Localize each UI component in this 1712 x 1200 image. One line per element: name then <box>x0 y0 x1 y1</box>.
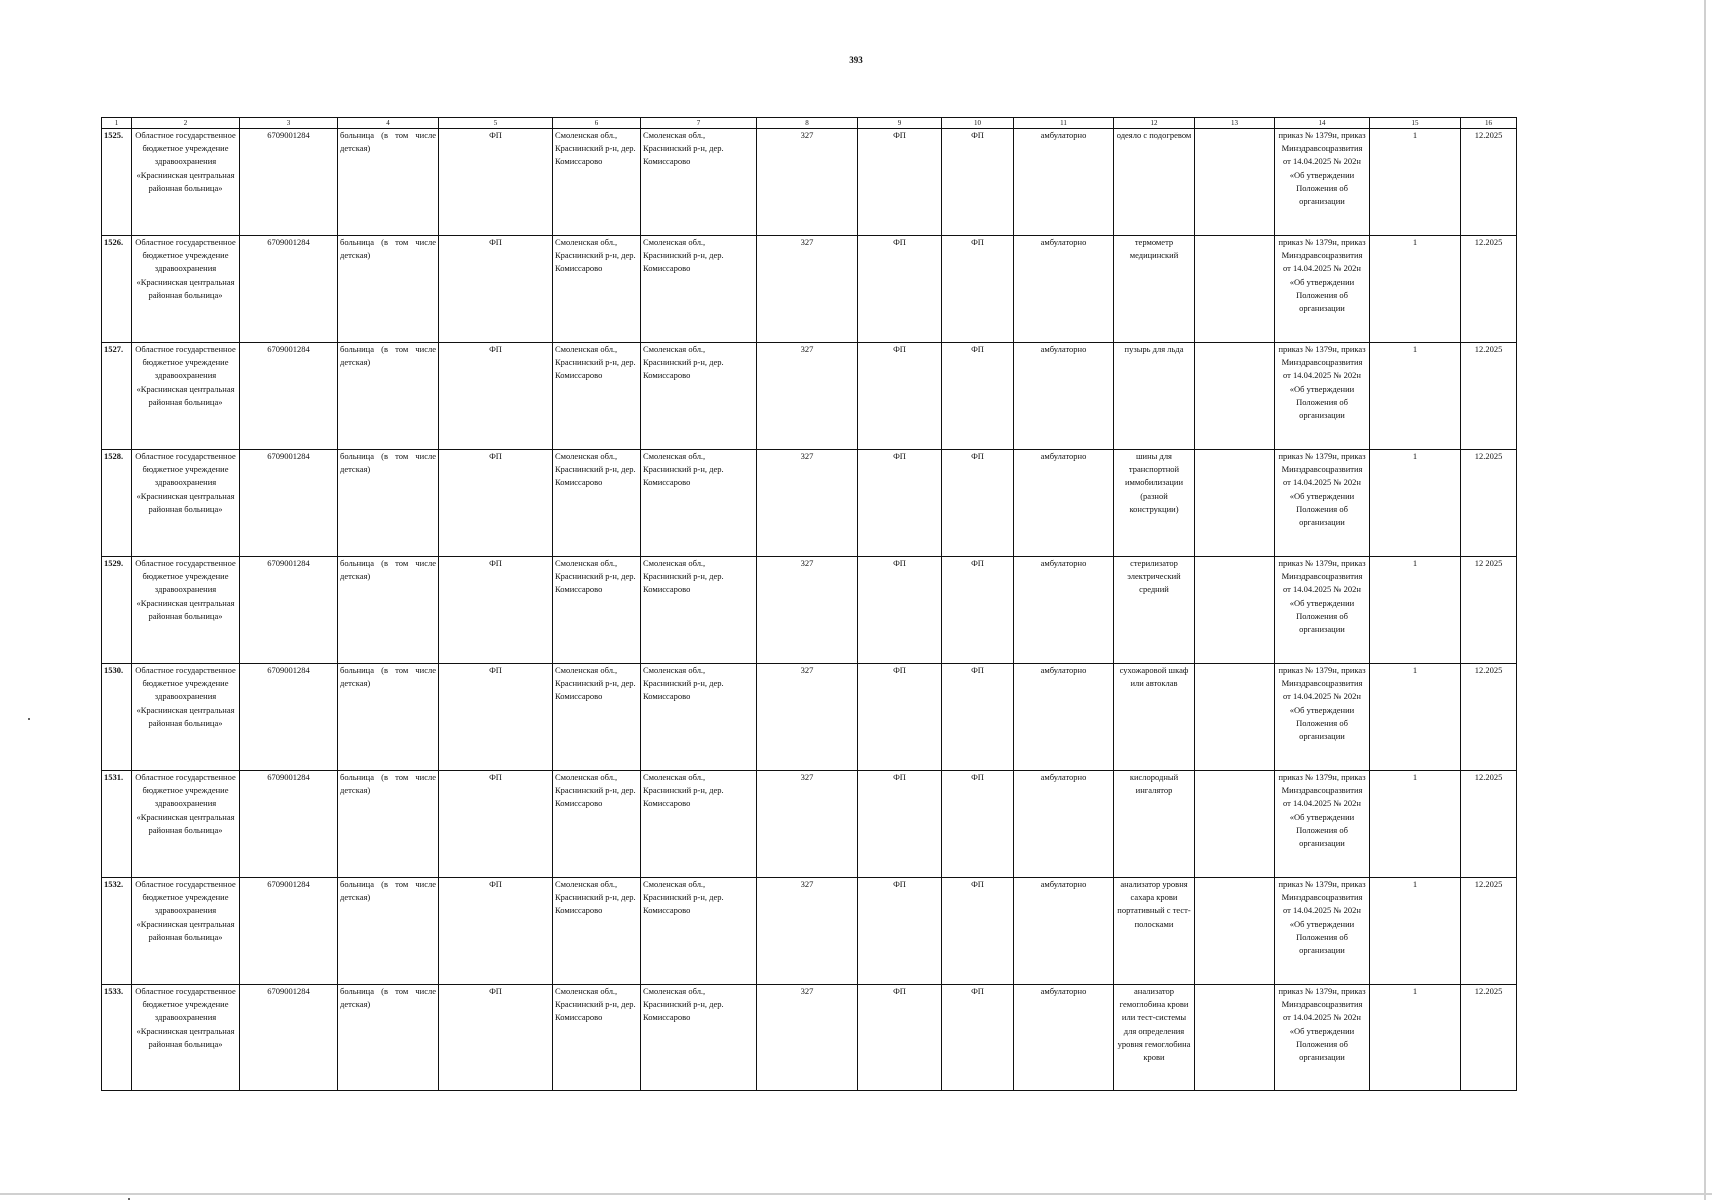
inn-cell: 6709001284 <box>240 557 338 664</box>
scan-edge-right <box>1704 0 1706 1200</box>
column-header: 13 <box>1195 118 1275 129</box>
unit-cell: ФП <box>439 129 553 236</box>
scan-speck <box>28 718 30 720</box>
equipment-cell: одеяло с подогревом <box>1114 129 1195 236</box>
column-header: 11 <box>1014 118 1114 129</box>
column-header: 16 <box>1461 118 1517 129</box>
address-detail-cell: Смоленская обл., Краснинский р-н, дер. Комиссарово <box>641 129 757 236</box>
address-detail-cell: Смоленская обл., Краснинский р-н, дер. Комиссарово <box>641 878 757 985</box>
unit-col9-cell: ФП <box>858 450 942 557</box>
address-cell: Смоленская обл., Краснинский р-н, дер. Комиссарово <box>553 450 641 557</box>
organization-cell: Областное государственное бюджетное учреждение здравоохранения «Краснинская центральная районная больница» <box>132 450 240 557</box>
organization-cell: Областное государственное бюджетное учреждение здравоохранения «Краснинская центральная районная больница» <box>132 771 240 878</box>
column-header: 7 <box>641 118 757 129</box>
regulation-cell: приказ № 1379н, приказ Минздравсоцразвития от 14.04.2025 № 202н «Об утверждении Положения об организации <box>1275 129 1370 236</box>
deadline-cell: 12.2025 <box>1461 236 1517 343</box>
equipment-cell: анализатор уровня сахара крови портативный с тест-полосками <box>1114 878 1195 985</box>
code-cell: 327 <box>757 129 858 236</box>
inn-cell: 6709001284 <box>240 878 338 985</box>
unit-cell: ФП <box>439 343 553 450</box>
column-header: 15 <box>1370 118 1461 129</box>
column-number-row <box>102 118 1517 129</box>
regulation-cell: приказ № 1379н, приказ Минздравсоцразвития от 14.04.2025 № 202н «Об утверждении Положения об организации <box>1275 557 1370 664</box>
row-number-cell: 1527. <box>102 343 132 450</box>
empty-cell <box>1195 878 1275 985</box>
empty-cell <box>1195 664 1275 771</box>
facility-type-cell: больница (в том числе детская) <box>338 664 439 771</box>
column-header: 6 <box>553 118 641 129</box>
column-header: 8 <box>757 118 858 129</box>
table-row <box>102 771 1517 878</box>
row-number-cell: 1528. <box>102 450 132 557</box>
facility-type-cell: больница (в том числе детская) <box>338 771 439 878</box>
inn-cell: 6709001284 <box>240 985 338 1091</box>
unit-col10-cell: ФП <box>942 343 1014 450</box>
page-number: 393 <box>849 55 863 65</box>
organization-cell: Областное государственное бюджетное учреждение здравоохранения «Краснинская центральная районная больница» <box>132 878 240 985</box>
care-mode-cell: амбулаторно <box>1014 664 1114 771</box>
table-row <box>102 557 1517 664</box>
row-number-cell: 1531. <box>102 771 132 878</box>
facility-type-cell: больница (в том числе детская) <box>338 343 439 450</box>
quantity-cell: 1 <box>1370 985 1461 1091</box>
inn-cell: 6709001284 <box>240 236 338 343</box>
column-header: 5 <box>439 118 553 129</box>
equipment-cell: стерилизатор электрический средний <box>1114 557 1195 664</box>
address-cell: Смоленская обл., Краснинский р-н, дер. Комиссарово <box>553 236 641 343</box>
empty-cell <box>1195 129 1275 236</box>
quantity-cell: 1 <box>1370 664 1461 771</box>
address-cell: Смоленская обл., Краснинский р-н, дер. Комиссарово <box>553 985 641 1091</box>
inn-cell: 6709001284 <box>240 343 338 450</box>
address-detail-cell: Смоленская обл., Краснинский р-н, дер. Комиссарово <box>641 450 757 557</box>
code-cell: 327 <box>757 557 858 664</box>
column-header: 9 <box>858 118 942 129</box>
care-mode-cell: амбулаторно <box>1014 878 1114 985</box>
unit-col10-cell: ФП <box>942 878 1014 985</box>
address-cell: Смоленская обл., Краснинский р-н, дер. Комиссарово <box>553 664 641 771</box>
scan-edge-bottom <box>0 1193 1712 1195</box>
address-cell: Смоленская обл., Краснинский р-н, дер. Комиссарово <box>553 343 641 450</box>
address-detail-cell: Смоленская обл., Краснинский р-н, дер. Комиссарово <box>641 236 757 343</box>
address-cell: Смоленская обл., Краснинский р-н, дер. Комиссарово <box>553 771 641 878</box>
unit-cell: ФП <box>439 771 553 878</box>
unit-col9-cell: ФП <box>858 664 942 771</box>
unit-cell: ФП <box>439 878 553 985</box>
column-header: 12 <box>1114 118 1195 129</box>
column-header: 3 <box>240 118 338 129</box>
facility-type-cell: больница (в том числе детская) <box>338 450 439 557</box>
care-mode-cell: амбулаторно <box>1014 236 1114 343</box>
unit-col10-cell: ФП <box>942 985 1014 1091</box>
column-header: 4 <box>338 118 439 129</box>
address-detail-cell: Смоленская обл., Краснинский р-н, дер. Комиссарово <box>641 343 757 450</box>
regulation-cell: приказ № 1379н, приказ Минздравсоцразвития от 14.04.2025 № 202н «Об утверждении Положения об организации <box>1275 343 1370 450</box>
unit-col10-cell: ФП <box>942 557 1014 664</box>
facility-type-cell: больница (в том числе детская) <box>338 985 439 1091</box>
organization-cell: Областное государственное бюджетное учреждение здравоохранения «Краснинская центральная районная больница» <box>132 343 240 450</box>
address-detail-cell: Смоленская обл., Краснинский р-н, дер. Комиссарово <box>641 771 757 878</box>
organization-cell: Областное государственное бюджетное учреждение здравоохранения «Краснинская центральная районная больница» <box>132 664 240 771</box>
column-header: 2 <box>132 118 240 129</box>
regulation-cell: приказ № 1379н, приказ Минздравсоцразвития от 14.04.2025 № 202н «Об утверждении Положения об организации <box>1275 985 1370 1091</box>
unit-cell: ФП <box>439 450 553 557</box>
address-cell: Смоленская обл., Краснинский р-н, дер. Комиссарово <box>553 129 641 236</box>
unit-col9-cell: ФП <box>858 985 942 1091</box>
empty-cell <box>1195 236 1275 343</box>
organization-cell: Областное государственное бюджетное учреждение здравоохранения «Краснинская центральная районная больница» <box>132 557 240 664</box>
empty-cell <box>1195 557 1275 664</box>
equipment-cell: анализатор гемоглобина крови или тест-системы для определения уровня гемоглобина крови <box>1114 985 1195 1091</box>
facility-type-cell: больница (в том числе детская) <box>338 236 439 343</box>
row-number-cell: 1533. <box>102 985 132 1091</box>
unit-col9-cell: ФП <box>858 557 942 664</box>
inn-cell: 6709001284 <box>240 664 338 771</box>
deadline-cell: 12.2025 <box>1461 664 1517 771</box>
equipment-cell: сухожаровой шкаф или автоклав <box>1114 664 1195 771</box>
empty-cell <box>1195 985 1275 1091</box>
care-mode-cell: амбулаторно <box>1014 771 1114 878</box>
table-row <box>102 129 1517 236</box>
facility-type-cell: больница (в том числе детская) <box>338 878 439 985</box>
quantity-cell: 1 <box>1370 771 1461 878</box>
equipment-cell: термометр медицинский <box>1114 236 1195 343</box>
unit-col9-cell: ФП <box>858 236 942 343</box>
facility-type-cell: больница (в том числе детская) <box>338 129 439 236</box>
equipment-cell: кислородный ингалятор <box>1114 771 1195 878</box>
unit-cell: ФП <box>439 557 553 664</box>
row-number-cell: 1532. <box>102 878 132 985</box>
care-mode-cell: амбулаторно <box>1014 985 1114 1091</box>
code-cell: 327 <box>757 664 858 771</box>
code-cell: 327 <box>757 985 858 1091</box>
code-cell: 327 <box>757 878 858 985</box>
equipment-table <box>101 117 1517 1091</box>
column-header: 14 <box>1275 118 1370 129</box>
unit-cell: ФП <box>439 985 553 1091</box>
unit-col9-cell: ФП <box>858 343 942 450</box>
address-detail-cell: Смоленская обл., Краснинский р-н, дер. Комиссарово <box>641 985 757 1091</box>
deadline-cell: 12.2025 <box>1461 450 1517 557</box>
quantity-cell: 1 <box>1370 878 1461 985</box>
address-detail-cell: Смоленская обл., Краснинский р-н, дер. Комиссарово <box>641 664 757 771</box>
column-header: 1 <box>102 118 132 129</box>
care-mode-cell: амбулаторно <box>1014 129 1114 236</box>
unit-col9-cell: ФП <box>858 771 942 878</box>
organization-cell: Областное государственное бюджетное учреждение здравоохранения «Краснинская центральная районная больница» <box>132 236 240 343</box>
unit-col10-cell: ФП <box>942 236 1014 343</box>
care-mode-cell: амбулаторно <box>1014 557 1114 664</box>
column-header: 10 <box>942 118 1014 129</box>
table-row <box>102 985 1517 1091</box>
code-cell: 327 <box>757 236 858 343</box>
table-row <box>102 343 1517 450</box>
regulation-cell: приказ № 1379н, приказ Минздравсоцразвития от 14.04.2025 № 202н «Об утверждении Положения об организации <box>1275 450 1370 557</box>
code-cell: 327 <box>757 343 858 450</box>
unit-cell: ФП <box>439 664 553 771</box>
unit-col10-cell: ФП <box>942 771 1014 878</box>
unit-col9-cell: ФП <box>858 878 942 985</box>
address-detail-cell: Смоленская обл., Краснинский р-н, дер. Комиссарово <box>641 557 757 664</box>
empty-cell <box>1195 343 1275 450</box>
unit-col10-cell: ФП <box>942 450 1014 557</box>
address-cell: Смоленская обл., Краснинский р-н, дер. Комиссарово <box>553 878 641 985</box>
table-row <box>102 878 1517 985</box>
quantity-cell: 1 <box>1370 343 1461 450</box>
row-number-cell: 1530. <box>102 664 132 771</box>
unit-col10-cell: ФП <box>942 664 1014 771</box>
table-row <box>102 236 1517 343</box>
code-cell: 327 <box>757 450 858 557</box>
inn-cell: 6709001284 <box>240 450 338 557</box>
regulation-cell: приказ № 1379н, приказ Минздравсоцразвития от 14.04.2025 № 202н «Об утверждении Положения об организации <box>1275 236 1370 343</box>
care-mode-cell: амбулаторно <box>1014 450 1114 557</box>
facility-type-cell: больница (в том числе детская) <box>338 557 439 664</box>
regulation-cell: приказ № 1379н, приказ Минздравсоцразвития от 14.04.2025 № 202н «Об утверждении Положения об организации <box>1275 664 1370 771</box>
regulation-cell: приказ № 1379н, приказ Минздравсоцразвития от 14.04.2025 № 202н «Об утверждении Положения об организации <box>1275 878 1370 985</box>
deadline-cell: 12.2025 <box>1461 985 1517 1091</box>
equipment-cell: пузырь для льда <box>1114 343 1195 450</box>
empty-cell <box>1195 771 1275 878</box>
deadline-cell: 12.2025 <box>1461 878 1517 985</box>
address-cell: Смоленская обл., Краснинский р-н, дер. Комиссарово <box>553 557 641 664</box>
table-row <box>102 664 1517 771</box>
unit-col10-cell: ФП <box>942 129 1014 236</box>
organization-cell: Областное государственное бюджетное учреждение здравоохранения «Краснинская центральная районная больница» <box>132 985 240 1091</box>
care-mode-cell: амбулаторно <box>1014 343 1114 450</box>
deadline-cell: 12.2025 <box>1461 343 1517 450</box>
equipment-cell: шины для транспортной иммобилизации (разной конструкции) <box>1114 450 1195 557</box>
unit-cell: ФП <box>439 236 553 343</box>
quantity-cell: 1 <box>1370 557 1461 664</box>
empty-cell <box>1195 450 1275 557</box>
deadline-cell: 12.2025 <box>1461 771 1517 878</box>
row-number-cell: 1526. <box>102 236 132 343</box>
deadline-cell: 12 2025 <box>1461 557 1517 664</box>
row-number-cell: 1529. <box>102 557 132 664</box>
regulation-cell: приказ № 1379н, приказ Минздравсоцразвития от 14.04.2025 № 202н «Об утверждении Положения об организации <box>1275 771 1370 878</box>
table-row <box>102 450 1517 557</box>
quantity-cell: 1 <box>1370 129 1461 236</box>
unit-col9-cell: ФП <box>858 129 942 236</box>
organization-cell: Областное государственное бюджетное учреждение здравоохранения «Краснинская центральная районная больница» <box>132 129 240 236</box>
row-number-cell: 1525. <box>102 129 132 236</box>
inn-cell: 6709001284 <box>240 771 338 878</box>
quantity-cell: 1 <box>1370 236 1461 343</box>
quantity-cell: 1 <box>1370 450 1461 557</box>
deadline-cell: 12.2025 <box>1461 129 1517 236</box>
inn-cell: 6709001284 <box>240 129 338 236</box>
code-cell: 327 <box>757 771 858 878</box>
